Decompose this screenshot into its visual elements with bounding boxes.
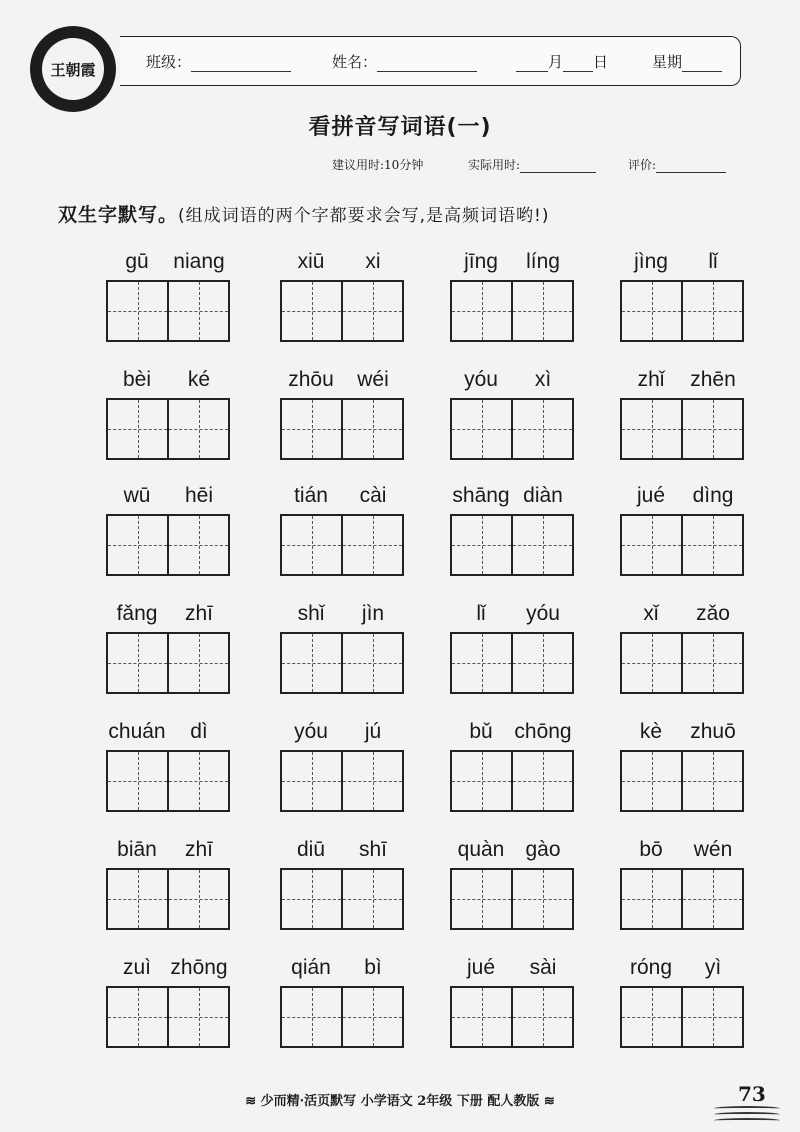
writing-box [280, 986, 404, 1048]
pinyin-first-syllable: zhǐ [637, 368, 665, 391]
tianzige-cell[interactable] [167, 282, 228, 340]
pinyin-first-syllable: wū [123, 484, 151, 507]
pinyin-second-syllable: xì [534, 368, 552, 391]
pinyin-first-syllable: diū [296, 838, 326, 861]
class-label: 班级： [146, 53, 192, 71]
actual-time-label: 实际用时: [468, 158, 521, 172]
pinyin-first-syllable: jīng [464, 250, 498, 273]
rating-label: 评价: [628, 158, 657, 172]
pinyin-second-syllable: hēi [184, 484, 214, 507]
writing-box [280, 398, 404, 460]
pinyin [620, 838, 750, 864]
pinyin [620, 368, 750, 394]
tianzige-cell[interactable] [681, 870, 742, 928]
tianzige-cell[interactable] [341, 634, 402, 692]
publisher-logo [30, 26, 116, 112]
tianzige-cell[interactable] [511, 870, 572, 928]
pinyin-first-syllable: jué [466, 956, 496, 979]
writing-box [450, 514, 574, 576]
pinyin-second-syllable: zhēn [690, 368, 736, 391]
page-number: 73 [738, 1082, 766, 1106]
tianzige-cell[interactable] [681, 634, 742, 692]
pinyin [280, 250, 410, 276]
tianzige-cell[interactable] [681, 752, 742, 810]
pinyin [106, 956, 236, 982]
writing-box [450, 986, 574, 1048]
pinyin-first-syllable: kè [639, 720, 663, 743]
writing-box [106, 280, 230, 342]
student-info-bar [120, 36, 741, 86]
wave-decoration [714, 1106, 780, 1111]
tianzige-cell[interactable] [167, 988, 228, 1046]
writing-box [106, 632, 230, 694]
pinyin-second-syllable: xi [365, 250, 381, 273]
writing-box [450, 280, 574, 342]
name-label: 姓名： [332, 53, 378, 71]
instruction-main: 双生字默写。 [58, 204, 179, 226]
tianzige-cell[interactable] [681, 282, 742, 340]
tianzige-cell[interactable] [167, 634, 228, 692]
writing-box [620, 398, 744, 460]
pinyin-second-syllable: wéi [357, 368, 389, 391]
pinyin [280, 602, 410, 628]
pinyin-second-syllable: lǐ [708, 250, 718, 273]
tianzige-cell[interactable] [622, 634, 681, 692]
pinyin-second-syllable: bì [364, 956, 382, 979]
tianzige-cell[interactable] [341, 752, 402, 810]
pinyin-first-syllable: gū [125, 250, 149, 273]
wave-decoration [714, 1118, 780, 1123]
pinyin-second-syllable: dìng [692, 484, 734, 507]
tianzige-cell[interactable] [282, 516, 341, 574]
tianzige-cell[interactable] [452, 634, 511, 692]
pinyin-first-syllable: qián [291, 956, 331, 979]
actual-time-blank[interactable] [520, 158, 596, 173]
pinyin [450, 484, 580, 510]
pinyin-first-syllable: bǔ [469, 720, 493, 743]
name-blank[interactable] [377, 53, 477, 72]
pinyin-first-syllable: shǐ [297, 602, 325, 625]
pinyin [280, 368, 410, 394]
tianzige-cell[interactable] [341, 400, 402, 458]
tianzige-cell[interactable] [341, 282, 402, 340]
pinyin [280, 838, 410, 864]
page-number-badge [714, 1080, 784, 1120]
writing-box [280, 280, 404, 342]
tianzige-cell[interactable] [282, 752, 341, 810]
tianzige-cell[interactable] [622, 400, 681, 458]
tianzige-cell[interactable] [282, 400, 341, 458]
tianzige-cell[interactable] [452, 752, 511, 810]
pinyin [620, 602, 750, 628]
writing-box [280, 750, 404, 812]
actual-time-field [468, 156, 596, 173]
pinyin-first-syllable: chuán [108, 720, 166, 743]
writing-box [280, 514, 404, 576]
pinyin-first-syllable: jìng [634, 250, 668, 273]
writing-box [106, 514, 230, 576]
pinyin-first-syllable: zuì [122, 956, 151, 979]
pinyin-second-syllable: cài [359, 484, 387, 507]
footer-text: ≋ 少而精·活页默写 小学语文 2年级 下册 配人教版 ≋ [245, 1094, 555, 1109]
tianzige-cell[interactable] [452, 516, 511, 574]
name-field [332, 51, 477, 72]
tianzige-cell[interactable] [452, 988, 511, 1046]
tianzige-cell[interactable] [108, 516, 167, 574]
pinyin-first-syllable: jué [636, 484, 666, 507]
pinyin [450, 720, 580, 746]
pinyin-first-syllable: quàn [457, 838, 505, 861]
pinyin-first-syllable: tián [294, 484, 328, 507]
instruction [58, 200, 550, 227]
pinyin [106, 602, 236, 628]
pinyin-second-syllable: jìn [361, 602, 385, 625]
pinyin-first-syllable: zhōu [288, 368, 334, 391]
pinyin-second-syllable: diàn [523, 484, 563, 507]
writing-box [620, 280, 744, 342]
tianzige-cell[interactable] [282, 282, 341, 340]
pinyin [450, 368, 580, 394]
pinyin-first-syllable: xiū [297, 250, 325, 273]
day-blank[interactable] [563, 53, 593, 72]
tianzige-cell[interactable] [622, 988, 681, 1046]
wave-decoration [714, 1112, 780, 1117]
pinyin-second-syllable: gào [525, 838, 561, 861]
pinyin-second-syllable: zhuō [690, 720, 736, 743]
pinyin-second-syllable: ké [187, 368, 211, 391]
date-field [516, 51, 608, 72]
tianzige-cell[interactable] [108, 634, 167, 692]
tianzige-cell[interactable] [452, 400, 511, 458]
pinyin-second-syllable: shī [358, 838, 387, 861]
month-blank[interactable] [516, 53, 548, 72]
tianzige-cell[interactable] [108, 988, 167, 1046]
writing-box [106, 750, 230, 812]
pinyin [106, 838, 236, 864]
tianzige-cell[interactable] [282, 634, 341, 692]
pinyin-first-syllable: fǎng [116, 602, 158, 625]
month-label: 月 [548, 53, 564, 71]
class-field [146, 51, 291, 72]
pinyin-first-syllable: xǐ [643, 602, 659, 625]
tianzige-cell[interactable] [511, 516, 572, 574]
pinyin-second-syllable: wén [693, 838, 733, 861]
class-blank[interactable] [191, 53, 291, 72]
writing-box [106, 986, 230, 1048]
pinyin-second-syllable: yì [704, 956, 722, 979]
tianzige-cell[interactable] [511, 634, 572, 692]
writing-box [280, 632, 404, 694]
page-title: 看拼音写词语(一) [308, 115, 492, 140]
tianzige-cell[interactable] [681, 988, 742, 1046]
pinyin [280, 484, 410, 510]
tianzige-cell[interactable] [622, 516, 681, 574]
pinyin [106, 250, 236, 276]
pinyin [106, 484, 236, 510]
tianzige-cell[interactable] [108, 400, 167, 458]
logo-text: 王朝霞 [42, 38, 104, 100]
pinyin-first-syllable: biān [117, 838, 157, 861]
pinyin [280, 720, 410, 746]
writing-box [280, 868, 404, 930]
writing-box [620, 986, 744, 1048]
tianzige-cell[interactable] [452, 282, 511, 340]
pinyin-first-syllable: yóu [294, 720, 328, 743]
pinyin-second-syllable: zhī [184, 602, 213, 625]
tianzige-cell[interactable] [511, 282, 572, 340]
pinyin [450, 250, 580, 276]
writing-box [450, 398, 574, 460]
pinyin [106, 720, 236, 746]
pinyin-second-syllable: chōng [514, 720, 572, 743]
tianzige-cell[interactable] [622, 752, 681, 810]
pinyin-second-syllable: yóu [526, 602, 560, 625]
pinyin-first-syllable: róng [629, 956, 673, 979]
writing-box [106, 398, 230, 460]
pinyin-second-syllable: líng [526, 250, 560, 273]
tianzige-cell[interactable] [511, 988, 572, 1046]
tianzige-cell[interactable] [341, 988, 402, 1046]
pinyin-second-syllable: zhōng [170, 956, 228, 979]
pinyin [106, 368, 236, 394]
pinyin-first-syllable: yóu [464, 368, 498, 391]
tianzige-cell[interactable] [622, 870, 681, 928]
pinyin [450, 602, 580, 628]
pinyin-first-syllable: bō [639, 838, 663, 861]
tianzige-cell[interactable] [167, 870, 228, 928]
tianzige-cell[interactable] [681, 400, 742, 458]
pinyin [620, 484, 750, 510]
tianzige-cell[interactable] [511, 752, 572, 810]
tianzige-cell[interactable] [681, 516, 742, 574]
pinyin-second-syllable: zǎo [696, 602, 730, 625]
pinyin-second-syllable: dì [190, 720, 208, 743]
pinyin-second-syllable: sài [529, 956, 557, 979]
writing-box [620, 632, 744, 694]
pinyin [620, 956, 750, 982]
rating-blank[interactable] [656, 158, 726, 173]
writing-box [106, 868, 230, 930]
pinyin-second-syllable: niang [173, 250, 225, 273]
writing-box [620, 750, 744, 812]
writing-box [450, 750, 574, 812]
tianzige-cell[interactable] [282, 870, 341, 928]
weekday-blank[interactable] [682, 53, 722, 72]
tianzige-cell[interactable] [452, 870, 511, 928]
instruction-note: (组成词语的两个字都要求会写,是高频词语哟!) [178, 206, 550, 226]
tianzige-cell[interactable] [108, 282, 167, 340]
weekday-label: 星期 [652, 53, 683, 71]
pinyin [620, 720, 750, 746]
tianzige-cell[interactable] [108, 752, 167, 810]
tianzige-cell[interactable] [341, 516, 402, 574]
pinyin-first-syllable: lǐ [476, 602, 486, 625]
pinyin-first-syllable: shāng [452, 484, 510, 507]
tianzige-cell[interactable] [282, 988, 341, 1046]
tianzige-cell[interactable] [167, 516, 228, 574]
suggested-time: 建议用时:10分钟 [332, 158, 424, 172]
writing-box [620, 868, 744, 930]
writing-box [450, 868, 574, 930]
weekday-field [652, 51, 722, 72]
writing-box [620, 514, 744, 576]
tianzige-cell[interactable] [167, 752, 228, 810]
pinyin [450, 956, 580, 982]
tianzige-cell[interactable] [108, 870, 167, 928]
writing-box [450, 632, 574, 694]
rating-field [628, 156, 726, 173]
pinyin-second-syllable: jú [364, 720, 382, 743]
pinyin-first-syllable: bèi [122, 368, 152, 391]
tianzige-cell[interactable] [622, 282, 681, 340]
tianzige-cell[interactable] [341, 870, 402, 928]
day-label: 日 [593, 53, 609, 71]
pinyin [280, 956, 410, 982]
pinyin-second-syllable: zhī [184, 838, 213, 861]
pinyin [450, 838, 580, 864]
tianzige-cell[interactable] [167, 400, 228, 458]
tianzige-cell[interactable] [511, 400, 572, 458]
pinyin [620, 250, 750, 276]
